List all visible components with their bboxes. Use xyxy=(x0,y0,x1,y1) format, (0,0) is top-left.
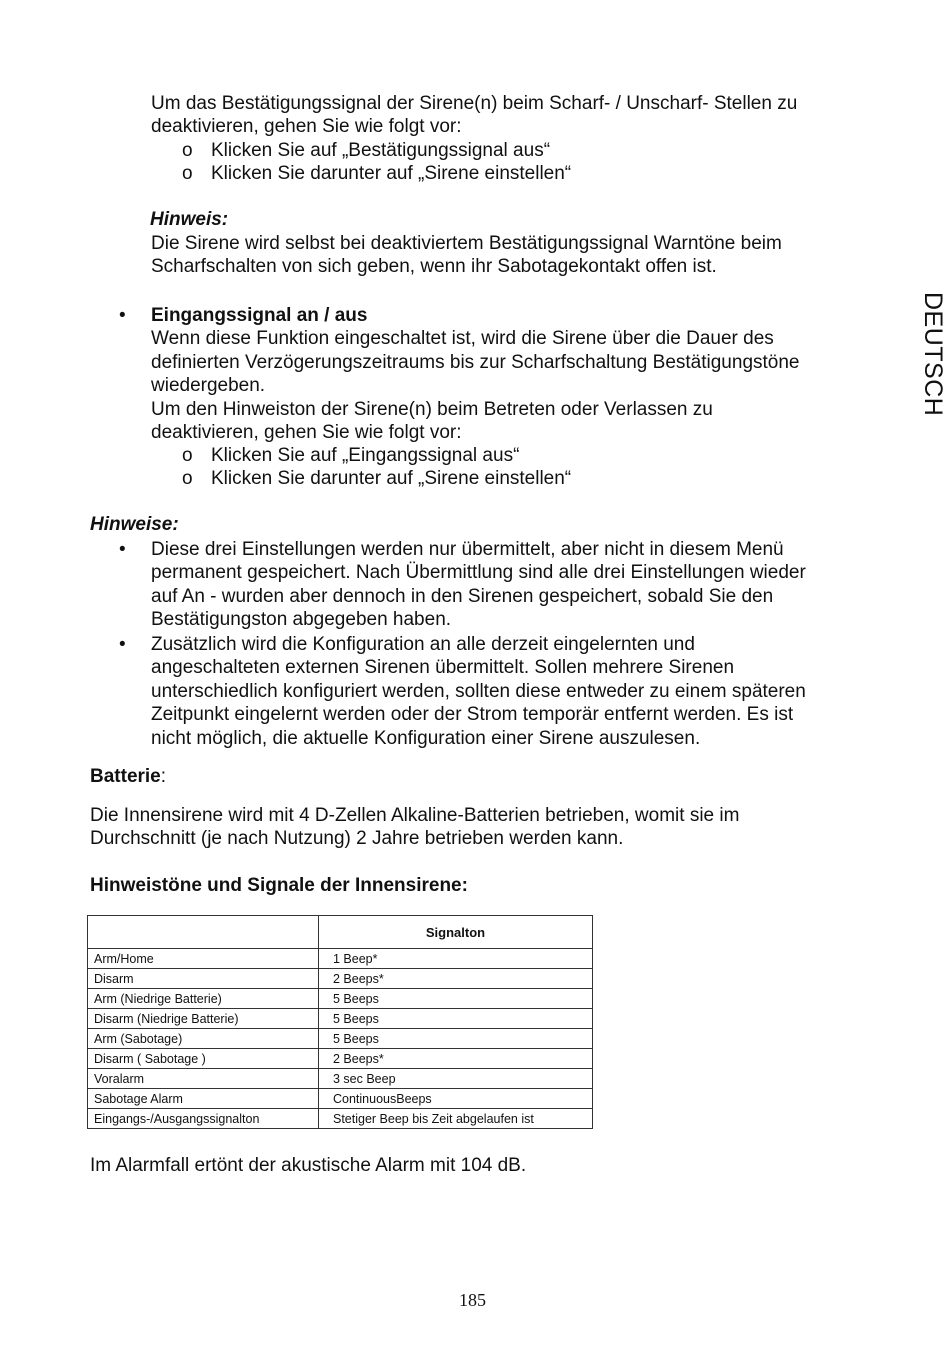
text-line: angeschalteten externen Sirenen übermittelt. Sollen mehrere Sirenen xyxy=(151,657,735,679)
table-cell: Sabotage Alarm xyxy=(88,1089,319,1109)
language-side-label: DEUTSCH xyxy=(919,292,947,417)
list-marker: o xyxy=(182,468,193,489)
signals-heading: Hinweistöne und Signale der Innensirene: xyxy=(90,875,468,896)
battery-heading-line xyxy=(90,765,166,788)
text-line: Um den Hinweiston der Sirene(n) beim Betreten oder Verlassen zu xyxy=(151,398,713,420)
battery-heading-colon: : xyxy=(160,766,167,787)
table-cell: Disarm xyxy=(88,969,319,989)
table-row xyxy=(88,1049,593,1069)
bullet-icon: • xyxy=(119,539,126,560)
text-line: Wenn diese Funktion eingeschaltet ist, wird die Sirene über die Dauer des xyxy=(151,328,774,350)
text-line: definierten Verzögerungszeitraums bis zur Scharfschaltung Bestätigungstöne xyxy=(151,351,800,373)
hints-heading: Hinweise: xyxy=(90,514,179,535)
text-line: Die Sirene wird selbst bei deaktiviertem Bestätigungssignal Warntöne beim xyxy=(151,233,782,254)
table-row xyxy=(88,1029,593,1049)
text-line: deaktivieren, gehen Sie wie folgt vor: xyxy=(151,116,462,138)
note-body xyxy=(151,232,782,279)
text-line: Diese drei Einstellungen werden nur übermittelt, aber nicht in diesem Menü xyxy=(151,539,784,560)
table-cell: Disarm (Niedrige Batterie) xyxy=(88,1009,319,1029)
text-line: Zeitpunkt eingelernt werden oder der Strom temporär entfernt werden. Es ist xyxy=(151,704,794,726)
list-marker: o xyxy=(182,140,193,161)
table-cell: Arm/Home xyxy=(88,949,319,969)
table-row xyxy=(88,1089,593,1109)
table-cell: Stetiger Beep bis Zeit abgelaufen ist xyxy=(319,1109,593,1129)
section2-body xyxy=(151,304,800,444)
step-text: Klicken Sie auf „Eingangssignal aus“ xyxy=(211,445,520,466)
table-cell: 1 Beep* xyxy=(319,949,593,969)
text-line: unterschiedlich konfiguriert werden, sollten diese entweder zu einem späteren xyxy=(151,680,806,702)
text-line: Scharfschalten von sich geben, wenn ihr Sabotagekontakt offen ist. xyxy=(151,256,717,278)
table-cell: 2 Beeps* xyxy=(319,969,593,989)
table-row xyxy=(88,969,593,989)
battery-body xyxy=(90,804,739,851)
section1-intro xyxy=(151,92,797,139)
text-line: deaktivieren, gehen Sie wie folgt vor: xyxy=(151,422,462,444)
list-marker: o xyxy=(182,163,193,184)
table-row xyxy=(88,1069,593,1089)
text-line: nicht möglich, die aktuelle Konfiguration einer Sirene auszulesen. xyxy=(151,727,701,749)
hint-item-1 xyxy=(151,538,806,632)
table-cell: Disarm ( Sabotage ) xyxy=(88,1049,319,1069)
list-marker: o xyxy=(182,445,193,466)
hint-item-2 xyxy=(151,633,806,750)
table-cell: 5 Beeps xyxy=(319,989,593,1009)
table-cell: Arm (Sabotage) xyxy=(88,1029,319,1049)
table-header-row xyxy=(88,916,593,949)
bullet-icon: • xyxy=(119,634,126,655)
text-line: Durchschnitt (je nach Nutzung) 2 Jahre betrieben werden kann. xyxy=(90,828,624,850)
table-row xyxy=(88,949,593,969)
bullet-icon: • xyxy=(119,305,126,326)
table-row xyxy=(88,1109,593,1129)
step-text: Klicken Sie darunter auf „Sirene einstellen“ xyxy=(211,163,572,184)
table-cell: 2 Beeps* xyxy=(319,1049,593,1069)
table-row xyxy=(88,989,593,1009)
table-header-cell xyxy=(88,916,319,949)
text-line: permanent gespeichert. Nach Übermittlung sind alle drei Einstellungen wieder xyxy=(151,562,806,584)
battery-heading: Batterie xyxy=(90,766,161,787)
table-cell: 3 sec Beep xyxy=(319,1069,593,1089)
alarm-note: Im Alarmfall ertönt der akustische Alarm mit 104 dB. xyxy=(90,1155,527,1176)
step-text: Klicken Sie auf „Bestätigungssignal aus“ xyxy=(211,140,551,161)
table-cell: Voralarm xyxy=(88,1069,319,1089)
table-cell: 5 Beeps xyxy=(319,1009,593,1029)
table-cell: ContinuousBeeps xyxy=(319,1089,593,1109)
text-line: auf An - wurden aber dennoch in den Sirenen gespeichert, sobald Sie den xyxy=(151,585,774,607)
section2-heading: Eingangssignal an / aus xyxy=(151,305,368,326)
table-cell: Arm (Niedrige Batterie) xyxy=(88,989,319,1009)
table-header-cell: Signalton xyxy=(319,916,593,949)
table-cell: 5 Beeps xyxy=(319,1029,593,1049)
text-line: Um das Bestätigungssignal der Sirene(n) beim Scharf- / Unscharf- Stellen zu xyxy=(151,93,798,114)
note-heading: Hinweis: xyxy=(150,209,229,230)
signal-table xyxy=(87,915,593,1129)
page-number: 185 xyxy=(459,1290,486,1310)
text-line: Die Innensirene wird mit 4 D-Zellen Alkaline-Batterien betrieben, womit sie im xyxy=(90,805,740,826)
table-cell: Eingangs-/Ausgangssignalton xyxy=(88,1109,319,1129)
text-line: Bestätigungston abgegeben haben. xyxy=(151,609,452,631)
step-text: Klicken Sie darunter auf „Sirene einstellen“ xyxy=(211,468,572,489)
table-row xyxy=(88,1009,593,1029)
text-line: Zusätzlich wird die Konfiguration an alle derzeit eingelernten und xyxy=(151,634,695,655)
text-line: wiedergeben. xyxy=(151,375,266,397)
